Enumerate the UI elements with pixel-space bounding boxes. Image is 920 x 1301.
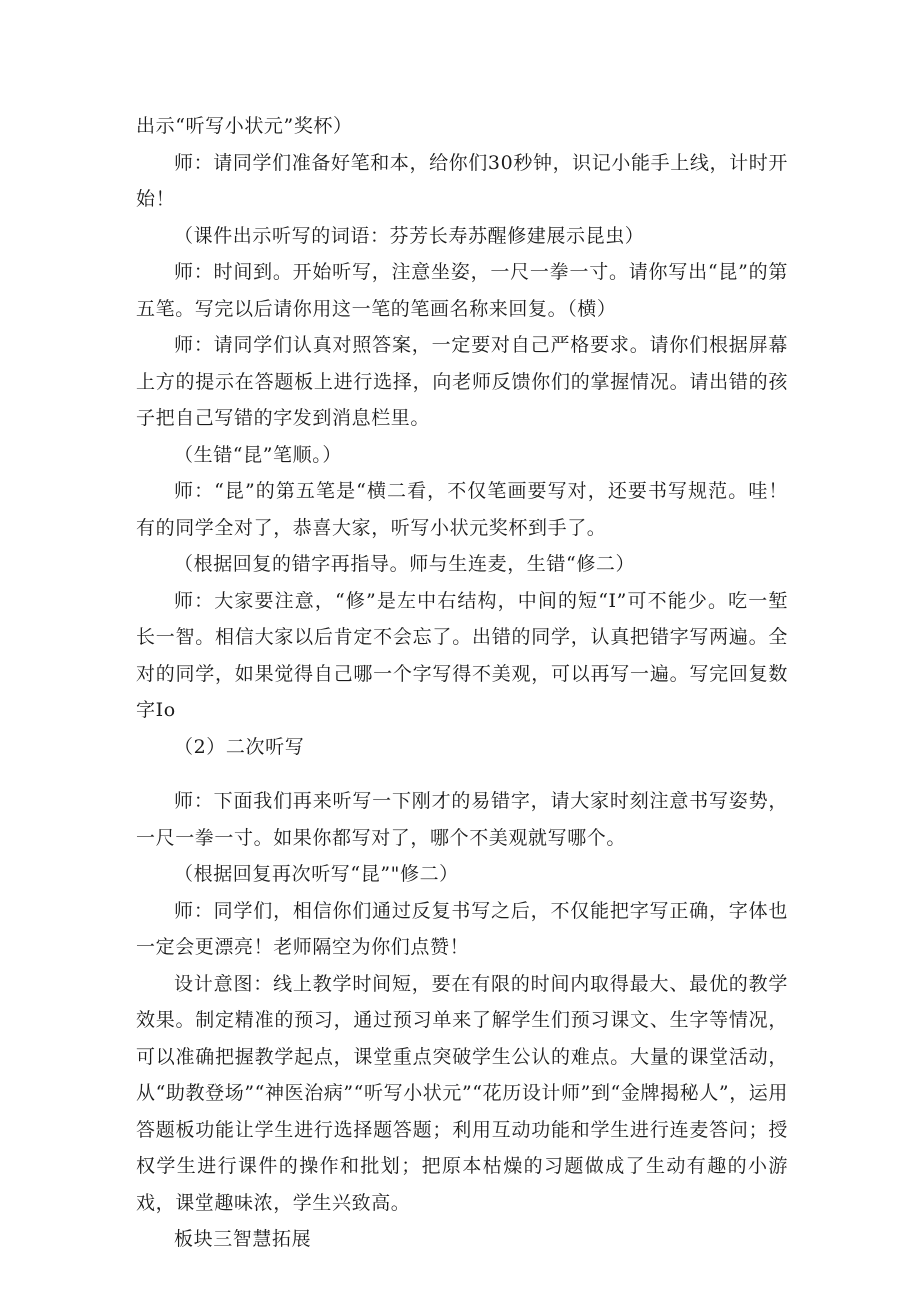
paragraph-guidance: （根据回复的错字再指导。师与生连麦，生错“修二） — [174, 553, 636, 575]
paragraph-redictation-note: （根据回复再次听写“昆”"修二） — [174, 863, 459, 885]
spacer — [136, 765, 788, 783]
paragraph-show-trophy: 出示“听写小状元”奖杯） — [136, 115, 353, 137]
paragraph-praise: 师：同学们，相信你们通过反复书写之后，不仅能把字写正确，字体也一定会更漂亮！老师隔空为你们点赞！ — [136, 899, 788, 958]
document-body — [136, 108, 788, 1258]
paragraph-second-dictation-heading: （2）二次听写 — [174, 735, 305, 758]
paragraph-fifth-stroke: 师：“昆”的第五笔是“横二看，不仅笔画要写对，还要书写规范。哇！有的同学全对了，恭喜大家，听写小状元奖杯到手了。 — [136, 480, 788, 539]
paragraph-structure-note: 师：大家要注意，“修”是左中右结构，中间的短“I”可不能少。吃一堑长一智。相信大家以后肯定不会忘了。出错的同学，认真把错字写两遍。全对的同学，如果觉得自己哪一个字写得不美观，可以再写一遍。写完回复数字Io — [136, 589, 788, 721]
paragraph-check-answers: 师：请同学们认真对照答案，一定要对自己严格要求。请你们根据屏幕上方的提示在答题板上进行选择，向老师反馈你们的掌握情况。请出错的孩子把自己写错的字发到消息栏里。 — [136, 334, 788, 429]
paragraph-redictation: 师：下面我们再来听写一下刚才的易错字，请大家时刻注意书写姿势，一尺一拳一寸。如果你都写对了，哪个不美观就写哪个。 — [136, 790, 788, 849]
paragraph-design-intent: 设计意图：线上教学时间短，要在有限的时间内取得最大、最优的教学效果。制定精准的预习，通过预习单来了解学生们预习课文、生字等情况，可以准确把握教学起点，课堂重点突破学生公认的难点。大量的课堂活动，从“助教登场”“神医治病”“听写小状元”“花历设计师”到“金牌揭秘人”，运用答题板功能让学生进行选择题答题；利用互动功能和学生进行连麦答问；授权学生进行课件的操作和批划；把原本枯燥的习题做成了生动有趣的小游戏，课堂趣味浓，学生兴致高。 — [136, 972, 788, 1214]
paragraph-stroke-error: （生错“昆”笔顺。） — [174, 443, 342, 466]
paragraph-time-up: 师：时间到。开始听写，注意坐姿，一尺一拳一寸。请你写出“昆”的第五笔。写完以后请你用这一笔的笔画名称来回复。（横） — [136, 261, 788, 320]
paragraph-dictation-words: （课件出示听写的词语：芬芳长寿苏醒修建展示昆虫） — [174, 224, 645, 247]
paragraph-prepare-pen: 师：请同学们准备好笔和本，给你们30秒钟，识记小能手上线，计时开始！ — [136, 151, 788, 210]
section-heading-block-three: 板块三智慧拓展 — [174, 1228, 312, 1250]
